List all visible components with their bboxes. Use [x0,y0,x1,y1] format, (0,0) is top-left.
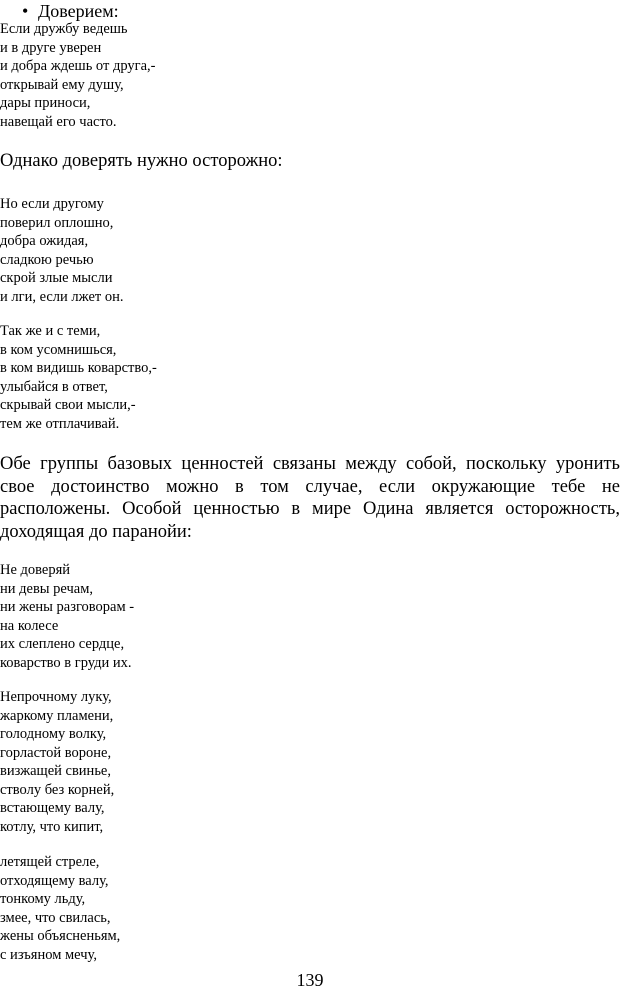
verse-line: дары приноси, [0,95,91,111]
verse-line: горластой вороне, [0,744,112,761]
page-number: 139 [296,970,324,990]
verse-line: Если дружбу ведешь [0,21,128,37]
verse-line: стволу без корней, [0,781,115,798]
verse-stanza-4 [0,561,134,672]
paragraph-line: Обе группы базовых ценностей связаны между собой, поскольку уронить [0,454,620,474]
verse-line: Непрочному луку, [0,689,112,705]
bullet-symbol: • [22,1,29,21]
paragraph-1 [0,150,620,173]
verse-line: тем же отплачивай. [0,415,120,432]
verse-line: сладкою речью [0,251,94,268]
verse-line: улыбайся в ответ, [0,378,108,395]
verse-line: поверил оплошно, [0,214,114,231]
verse-line: голодному волку, [0,726,107,742]
verse-line: коварство в груди их. [0,654,132,671]
verse-line: их слеплено сердце, [0,636,125,652]
verse-line: скрывай свои мысли,- [0,397,136,413]
verse-stanza-5 [0,688,114,836]
verse-line: визжащей свинье, [0,763,111,779]
verse-line: тонкому льду, [0,891,86,907]
verse-line: и добра ждешь от друга,- [0,58,156,74]
bullet-heading [22,0,119,22]
verse-line: змее, что свилась, [0,909,111,926]
verse-line: жаркому пламени, [0,707,114,724]
paragraph-line: свое достоинство можно в том случае, если окружающие тебе не [0,476,620,497]
verse-stanza-6 [0,853,120,964]
verse-line: Не доверяй [0,562,71,578]
verse-line: открывай ему душу, [0,76,124,93]
verse-line: встающему валу, [0,800,105,816]
verse-line: летящей стреле, [0,854,100,870]
verse-line: жены объясненьям, [0,928,121,944]
verse-stanza-3 [0,322,157,433]
verse-stanza-1 [0,20,155,131]
bullet-heading-text: Доверием: [38,1,119,21]
verse-line: добра ожидая, [0,233,89,249]
paragraph-line: доходящая до паранойи: [0,521,192,542]
verse-line: в ком видишь коварство,- [0,360,157,376]
paragraph-2 [0,453,620,543]
verse-line: отходящему валу, [0,872,109,889]
verse-line: Но если другому [0,196,104,212]
verse-line: с изъяном мечу, [0,946,97,963]
verse-line: и лги, если лжет он. [0,288,124,305]
verse-line: скрой злые мысли [0,270,113,286]
paragraph-line: расположены. Особой ценностью в мире Одина является осторожность, [0,499,620,519]
verse-line: котлу, что кипит, [0,818,104,835]
verse-line: ни девы речам, [0,580,94,597]
verse-stanza-2 [0,195,124,306]
verse-line: на колесе [0,617,59,634]
verse-line: ни жены разговорам - [0,599,135,615]
paragraph-line: Однако доверять нужно осторожно: [0,151,283,171]
verse-line: навещай его часто. [0,113,117,130]
verse-line: и в друге уверен [0,39,102,56]
verse-line: Так же и с теми, [0,323,101,339]
verse-line: в ком усомнишься, [0,341,117,358]
